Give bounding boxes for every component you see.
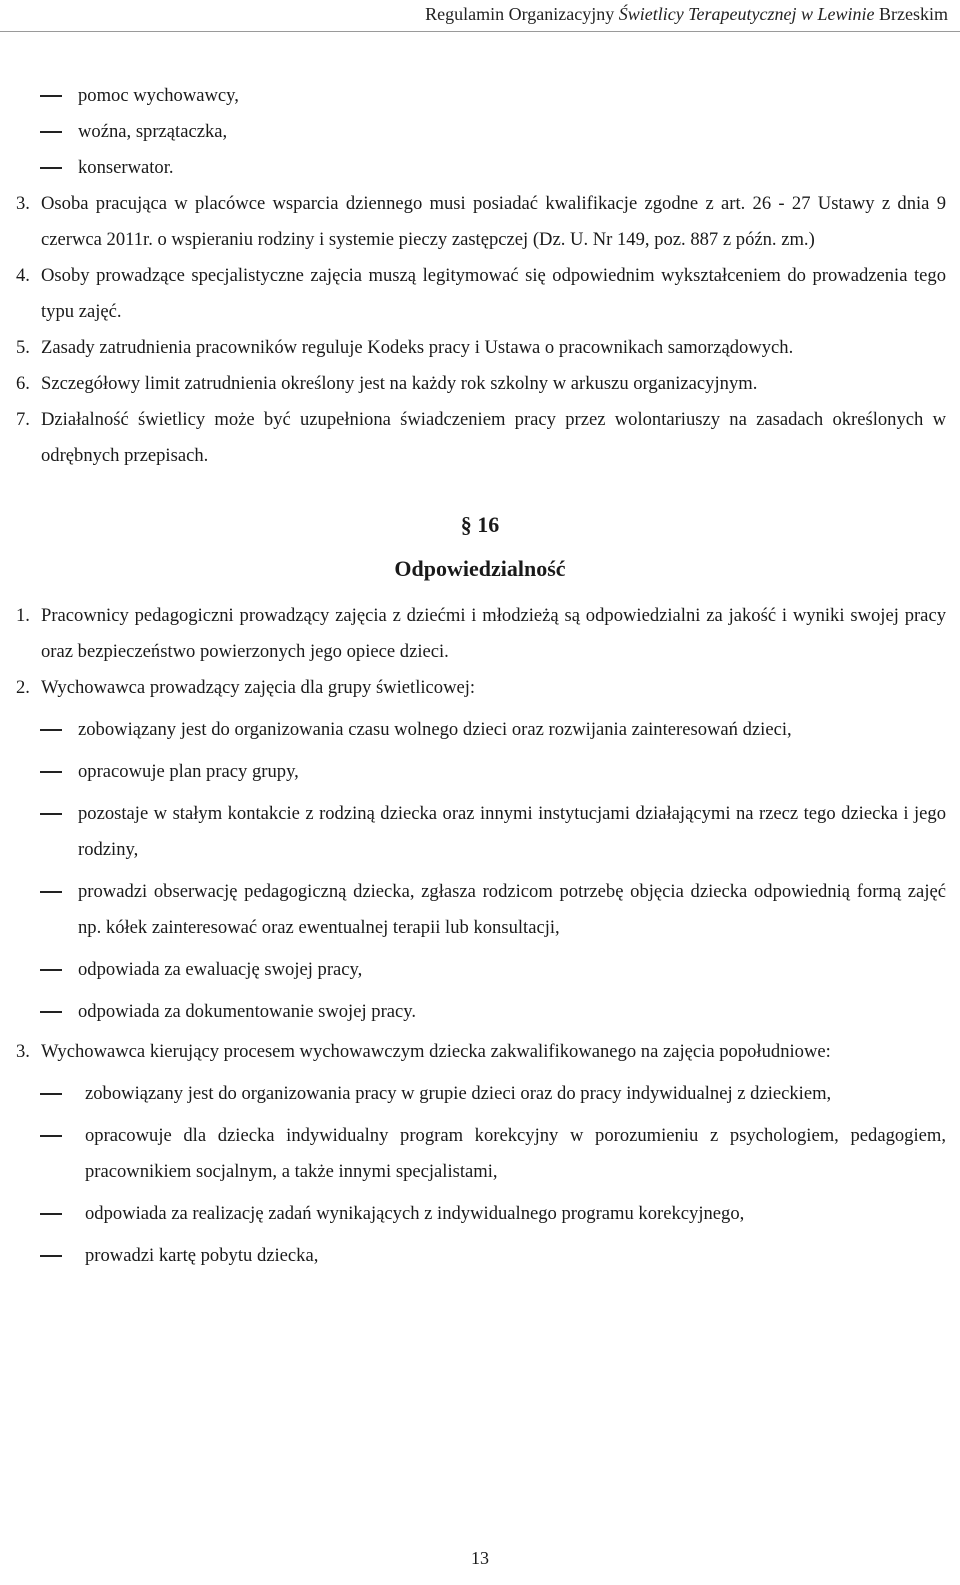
list-item: opracowuje plan pracy grupy, (0, 754, 960, 790)
running-header: Regulamin Organizacyjny Świetlicy Terapeutycznej w Lewinie Brzeskim (425, 4, 948, 24)
list-item: pomoc wychowawcy, (0, 78, 960, 114)
dash-bullet (40, 1118, 62, 1154)
section-title: Odpowiedzialność (394, 556, 566, 581)
dash-bullet (40, 754, 62, 790)
list-item: opracowuje dla dziecka indywidualny program korekcyjny w porozumieniu z psychologiem, pedagogiem, pracownikiem socjalnym, a także innymi specjalistami, (0, 1118, 960, 1190)
numbered-paragraph: 4. Osoby prowadzące specjalistyczne zajęcia muszą legitymować się odpowiednim wykształceniem do prowadzenia tego typu zajęć. (16, 265, 946, 322)
numbered-paragraph: 2. Wychowawca prowadzący zajęcia dla grupy świetlicowej: (16, 677, 476, 698)
list-item: odpowiada za realizację zadań wynikających z indywidualnego programu korekcyjnego, (0, 1196, 960, 1232)
dash-bullet (40, 952, 62, 988)
dash-bullet (40, 1238, 62, 1274)
list-item: prowadzi kartę pobytu dziecka, (0, 1238, 960, 1274)
numbered-paragraph: 1. Pracownicy pedagogiczni prowadzący zajęcia z dziećmi i młodzieżą są odpowiedzialni za jakość i wyniki swojej pracy oraz bezpieczeństwo powierzonych jego opiece dzieci. (16, 605, 946, 662)
dash-bullet (40, 874, 62, 910)
list-item: prowadzi obserwację pedagogiczną dziecka, zgłasza rodzicom potrzebę objęcia dziecka odpowiednią formą zajęć np. kółek zainteresować oraz ewentualnej terapii lub konsultacji, (0, 874, 960, 946)
list-item: zobowiązany jest do organizowania pracy w grupie dzieci oraz do pracy indywidualnej z dzieckiem, (0, 1076, 960, 1112)
list-item: zobowiązany jest do organizowania czasu wolnego dzieci oraz rozwijania zainteresowań dzieci, (0, 712, 960, 748)
numbered-paragraph: 3. Wychowawca kierujący procesem wychowawczym dziecka zakwalifikowanego na zajęcia popołudniowe: (16, 1041, 831, 1062)
numbered-paragraph: 7. Działalność świetlicy może być uzupełniona świadczeniem pracy przez wolontariuszy na zasadach określonych w odrębnych przepisach. (16, 409, 946, 466)
numbered-paragraph: 3. Osoba pracująca w placówce wsparcia dziennego musi posiadać kwalifikacje zgodne z art. 26 - 27 Ustawy z dnia 9 czerwca 2011r. o wspieraniu rodziny i systemie pieczy zastępczej (Dz. U. Nr 149, poz. 887 z późn. zm.) (16, 193, 946, 250)
dash-bullet (40, 114, 62, 150)
dash-bullet (40, 1196, 62, 1232)
numbered-paragraph: 6. Szczegółowy limit zatrudnienia określony jest na każdy rok szkolny w arkuszu organizacyjnym. (16, 373, 758, 394)
page-number: 13 (471, 1548, 489, 1568)
dash-bullet (40, 1076, 62, 1112)
dash-bullet (40, 796, 62, 832)
list-item: odpowiada za ewaluację swojej pracy, (0, 952, 960, 988)
dash-bullet (40, 994, 62, 1030)
document-body (0, 78, 960, 1274)
dash-bullet (40, 78, 62, 114)
header-rule (0, 31, 960, 32)
list-item: pozostaje w stałym kontakcie z rodziną dziecka oraz innymi instytucjami działającymi na rzecz tego dziecka i jego rodziny, (0, 796, 960, 868)
list-item: konserwator. (0, 150, 960, 186)
dash-bullet (40, 150, 62, 186)
list-item: odpowiada za dokumentowanie swojej pracy. (0, 994, 960, 1030)
header-italic: Świetlicy Terapeutycznej w Lewinie (618, 4, 875, 24)
dash-bullet (40, 712, 62, 748)
list-item: woźna, sprzątaczka, (0, 114, 960, 150)
section-number: § 16 (460, 512, 500, 537)
numbered-paragraph: 5. Zasady zatrudnienia pracowników reguluje Kodeks pracy i Ustawa o pracownikach samorządowych. (16, 337, 794, 358)
